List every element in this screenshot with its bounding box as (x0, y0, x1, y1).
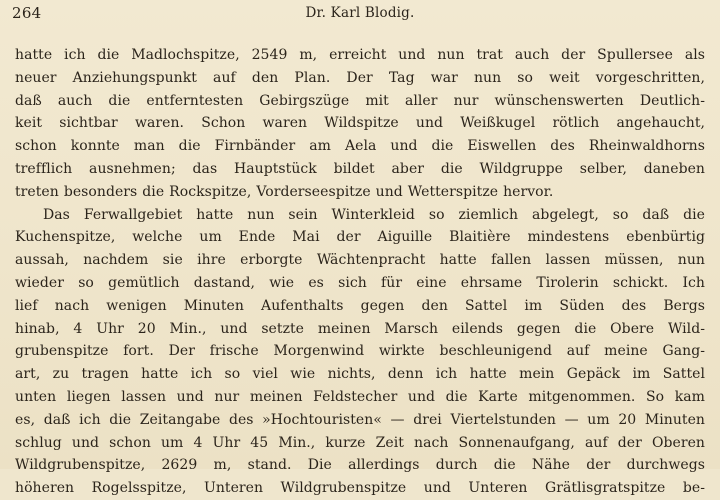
text-line: Wildgrubenspitze, 2629 m, stand. Die allerdings durch die Nähe der durchwegs (15, 457, 705, 474)
text-line: keit sichtbar waren. Schon waren Wildspitze und Weißkugel rötlich angehaucht, (15, 115, 705, 132)
text-line: höheren Rogelsspitze, Unteren Wildgrubenspitze und Unteren Grätlisgratspitze be- (15, 480, 705, 497)
text-line: hatte ich die Madlochspitze, 2549 m, erreicht und nun trat auch der Spullersee als (15, 47, 705, 63)
text-line: treten besonders die Rockspitze, Vorderseespitze und Wetterspitze hervor. (15, 183, 554, 200)
text-line: wieder so gemütlich dastand, wie es sich für eine ehrsame Tirolerin schickt. Ich (15, 274, 705, 291)
text-line: aussah, nachdem sie ihre erborgte Wächtenpracht hatte fallen lassen müssen, nun (15, 252, 705, 269)
text-line: Kuchenspitze, welche um Ende Mai der Aiguille Blaitière mindestens ebenbürtig (15, 229, 705, 246)
text-line: daß auch die entferntesten Gebirgszüge mit aller nur wünschenswerten Deutlich- (15, 92, 705, 109)
paragraph-first-line: Das Ferwallgebiet hatte nun sein Winterkleid so ziemlich abgelegt, so daß die (43, 206, 705, 223)
text-line: lief nach wenigen Minuten Aufenthalts gegen den Sattel im Süden des Bergs (15, 297, 705, 314)
text-line: es, daß ich die Zeitangabe des »Hochtouristen« — drei Viertelstunden — um 20 Minuten (15, 411, 705, 428)
text-line: unten liegen lassen und nur meinen Feldstecher und die Karte mitgenommen. So kam (15, 388, 705, 405)
text-line: grubenspitze fort. Der frische Morgenwind wirkte beschleunigend auf meine Gang- (15, 343, 705, 360)
body-text (15, 44, 705, 500)
text-line: hinab, 4 Uhr 20 Min., und setzte meinen Marsch eilends gegen die Obere Wild- (15, 320, 705, 337)
text-line: neuer Anziehungspunkt auf den Plan. Der Tag war nun so weit vorgeschritten, (15, 69, 705, 86)
running-title: Dr. Karl Blodig. (305, 5, 415, 21)
running-head (12, 2, 708, 24)
page-number: 264 (12, 4, 42, 22)
text-line: art, zu tragen hatte ich so viel wie nichts, denn ich hatte mein Gepäck im Sattel (15, 366, 705, 383)
text-line: schon konnte man die Firnbänder am Aela und die Eiswellen des Rheinwaldhorns (15, 138, 705, 155)
text-line: schlug und schon um 4 Uhr 45 Min., kurze Zeit nach Sonnenaufgang, auf der Oberen (15, 434, 705, 451)
text-line: trefflich ausnehmen; das Hauptstück bildet aber die Wildgruppe selber, daneben (15, 160, 705, 177)
